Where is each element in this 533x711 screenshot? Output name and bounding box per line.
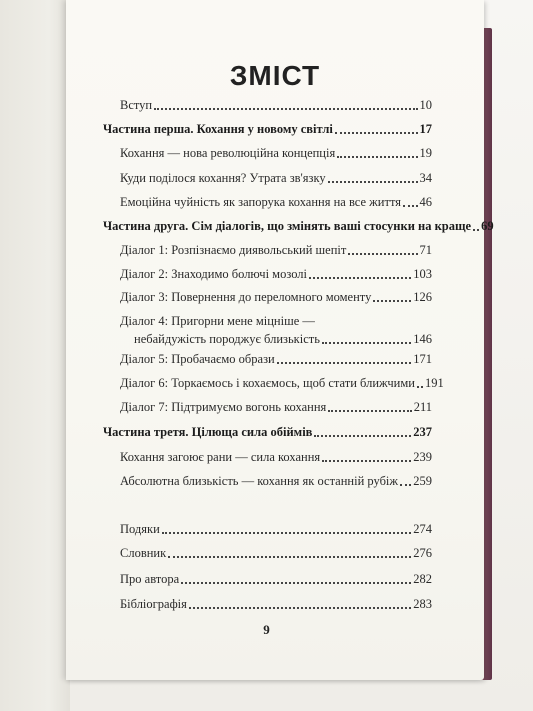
toc-entry-text: Емоційна чуйність як запорука кохання на все життя (120, 195, 401, 209)
leader-dots (322, 459, 411, 462)
toc-entry-text: Діалог 6: Торкаємось і кохаємось, щоб стати ближчими (120, 376, 415, 390)
toc-entry-page: 103 (413, 267, 432, 281)
toc-entry-page: 17 (419, 122, 432, 136)
toc-entry-page: 10 (419, 98, 432, 112)
toc-entry-two-line (120, 314, 432, 347)
toc-title: ЗМІСТ (229, 60, 321, 91)
toc-entry-page: 259 (413, 474, 432, 488)
toc-entry-text: Діалог 2: Знаходимо болючі мозолі (120, 267, 307, 281)
toc-entry-page: 239 (413, 450, 432, 464)
toc-entry-text: Про автора (120, 572, 180, 586)
toc-entry-text: Абсолютна близькість — кохання як останній рубіж (120, 474, 399, 488)
toc-entry-text: Подяки (120, 522, 160, 536)
toc-entry-page: 46 (419, 195, 432, 209)
leader-dots (322, 341, 411, 344)
toc-entry (120, 474, 432, 489)
toc-entry-about-author (120, 572, 432, 587)
leader-dots (328, 409, 411, 412)
leader-dots (314, 434, 411, 437)
toc-entry-text: Діалог 1: Розпізнаємо диявольський шепіт (120, 243, 347, 257)
toc-entry-bibliography (120, 597, 432, 612)
toc-entry-page: 191 (424, 376, 444, 390)
toc-entry-page: 276 (413, 546, 432, 560)
leader-dots (162, 531, 411, 534)
toc-entry-page: 171 (413, 352, 432, 366)
toc-entry-text: Вступ (120, 98, 153, 112)
toc-entry-text: Діалог 5: Пробачаємо образи (120, 352, 275, 366)
page-number: 9 (263, 622, 270, 637)
leader-dots (373, 299, 411, 302)
leader-dots (277, 361, 412, 364)
toc-entry-acknowledgements (120, 522, 432, 537)
toc-entry-text: Діалог 4: Пригорни мене міцніше — (120, 314, 315, 328)
toc-entry (120, 171, 432, 186)
toc-entry-page: 34 (419, 171, 432, 185)
toc-entry-text: Частина друга. Сім діалогів, що змінять ваші стосунки на краще (103, 219, 472, 233)
toc-entry-glossary (120, 546, 432, 561)
toc-entry (120, 267, 432, 282)
toc-entry-text: Кохання — нова революційна концепція (120, 146, 336, 160)
toc-entry-text-continued: небайдужість породжує близькість (134, 332, 320, 346)
toc-entry-page: 19 (419, 146, 432, 160)
leader-dots (189, 606, 411, 609)
leader-dots (168, 555, 411, 558)
toc-entry-page: 126 (413, 290, 432, 304)
leader-dots (417, 385, 423, 388)
toc-entry-text: Діалог 3: Повернення до переломного моменту (120, 290, 372, 304)
toc-entry-text: Діалог 7: Підтримуємо вогонь кохання (120, 400, 327, 414)
toc-entry-intro (120, 98, 432, 113)
toc-entry-page: 237 (413, 425, 432, 439)
toc-entry-page: 274 (413, 522, 432, 536)
toc-entry-text: Словник (120, 546, 167, 560)
toc-part-one (103, 122, 432, 137)
toc-entry-text: Бібліографія (120, 597, 187, 611)
toc-part-three (103, 425, 432, 440)
leader-dots (348, 252, 417, 255)
toc-entry-text: Частина третя. Цілюща сила обіймів (103, 425, 313, 439)
leader-dots (181, 581, 411, 584)
toc-entry-page: 146 (413, 332, 432, 346)
toc-entry-text: Кохання загоює рани — сила кохання (120, 450, 321, 464)
toc-entry (120, 290, 432, 305)
leader-dots (335, 131, 418, 134)
toc-entry (120, 352, 432, 367)
toc-entry-page: 211 (413, 400, 432, 414)
toc-part-two (103, 219, 494, 234)
facing-page-edge (0, 0, 70, 711)
toc-entry (120, 195, 432, 210)
toc-entry (120, 400, 432, 415)
toc-entry-text: Частина перша. Кохання у новому світлі (103, 122, 333, 136)
toc-entry-page: 71 (419, 243, 432, 257)
leader-dots (328, 180, 418, 183)
toc-entry-text: Куди поділося кохання? Утрата зв'язку (120, 171, 326, 185)
leader-dots (403, 204, 418, 207)
toc-entry (120, 146, 432, 161)
toc-entry-page: 283 (413, 597, 432, 611)
leader-dots (337, 155, 417, 158)
toc-entry (120, 243, 432, 258)
toc-entry (120, 450, 432, 465)
toc-entry-page: 69 (481, 219, 494, 233)
leader-dots (309, 276, 411, 279)
leader-dots (154, 107, 417, 110)
leader-dots (473, 228, 479, 231)
toc-entry-page: 282 (413, 572, 432, 586)
toc-entry (120, 376, 444, 391)
leader-dots (400, 483, 411, 486)
